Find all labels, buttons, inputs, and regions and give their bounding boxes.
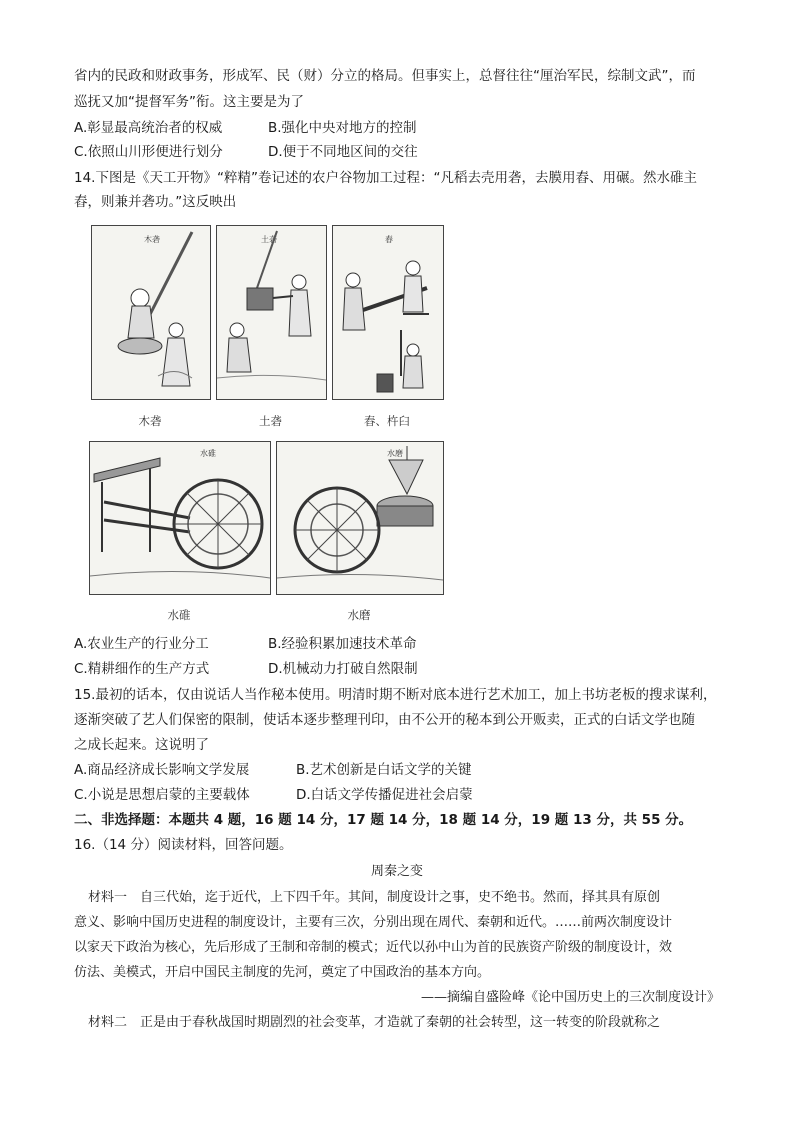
- figure-label-chong: 舂: [385, 235, 393, 244]
- q13-option-c: C.依照山川形便进行划分: [74, 144, 223, 160]
- q14-text-line-1: 14.下图是《天工开物》“粹精”卷记述的农户谷物加工过程：“凡稻去壳用砻，去膜用舂、用碾。然水碓主: [74, 170, 697, 186]
- q13-option-a: A.彰显最高统治者的权威: [74, 120, 223, 136]
- illustration-shui-dui: [89, 441, 271, 595]
- q15-option-d: D.白话文学传播促进社会启蒙: [296, 787, 473, 803]
- q16-material-1-line-1: 材料一 自三代始，迄于近代，上下四千年。其间，制度设计之事，史不绝书。然而，择其具有原创: [88, 890, 661, 905]
- q16-material-1-line-2: 意义、影响中国历史进程的制度设计，主要有三次，分别出现在周代、秦朝和近代。……前两次制度设计: [74, 915, 673, 930]
- q15-text-line-3: 之成长起来。这说明了: [74, 737, 209, 753]
- illustration-chong: [332, 225, 444, 400]
- caption-mu-long: 木砻: [138, 414, 162, 428]
- caption-shui-dui: 水碓: [167, 608, 191, 622]
- caption-shui-mo: 水磨: [347, 608, 371, 622]
- q13-option-b: B.强化中央对地方的控制: [268, 120, 417, 136]
- q13-option-d: D.便于不同地区间的交往: [268, 144, 418, 160]
- q14-option-a: A.农业生产的行业分工: [74, 636, 209, 652]
- q14-option-c: C.精耕细作的生产方式: [74, 661, 210, 677]
- q16-material-1-line-3: 以家天下政治为核心，先后形成了王制和帝制的模式；近代以孙中山为首的民族资产阶级的制度设计，效: [74, 940, 673, 955]
- q14-option-b: B.经验积累加速技术革命: [268, 636, 417, 652]
- figure-label-shui-mo: 水磨: [387, 449, 403, 458]
- q14-text-line-2: 舂，则兼并砻功。”这反映出: [74, 194, 237, 210]
- q13-text-line-2: 巡抚又加“提督军务”衔。这主要是为了: [74, 94, 304, 110]
- q15-option-b: B.艺术创新是白话文学的关键: [296, 762, 472, 778]
- q16-stem: 16.（14 分）阅读材料，回答问题。: [74, 837, 293, 853]
- illustration-mu-long: [91, 225, 211, 400]
- q15-option-a: A.商品经济成长影响文学发展: [74, 762, 250, 778]
- q14-option-d: D.机械动力打破自然限制: [268, 661, 418, 677]
- caption-chong: 舂、杵臼: [364, 414, 410, 428]
- q16-material-1-source: ——摘编自盛险峰《论中国历史上的三次制度设计》: [420, 990, 720, 1005]
- q15-text-line-2: 逐渐突破了艺人们保密的限制，使话本逐步整理刊印，由不公开的秘本到公开贩卖，正式的白话文学也随: [74, 712, 695, 728]
- figure-label-tu-long: 土砻: [261, 235, 277, 244]
- illustration-tu-long: [216, 225, 327, 400]
- q15-text-line-1: 15.最初的话本，仅由说话人当作秘本使用。明清时期不断对底本进行艺术加工，加上书坊老板的搜求谋利，: [74, 687, 717, 703]
- q16-material-title: 周秦之变: [370, 864, 423, 879]
- section-2-heading: 二、非选择题：本题共 4 题，16 题 14 分，17 题 14 分，18 题 14 分，19 题 13 分，共 55 分。: [74, 812, 693, 828]
- q16-material-1-line-4: 仿法、美模式，开启中国民主制度的先河，奠定了中国政治的基本方向。: [74, 965, 491, 980]
- figure-label-mu-long: 木砻: [144, 235, 160, 244]
- caption-tu-long: 土砻: [259, 414, 282, 428]
- q15-option-c: C.小说是思想启蒙的主要载体: [74, 787, 250, 803]
- q16-material-2-line-1: 材料二 正是由于春秋战国时期剧烈的社会变革，才造就了秦朝的社会转型，这一转变的阶段就称之: [88, 1015, 661, 1030]
- q13-text-line-1: 省内的民政和财政事务，形成军、民（财）分立的格局。但事实上，总督往往“厘治军民，综制文武”，而: [74, 68, 696, 84]
- figure-label-shui-dui: 水碓: [200, 449, 216, 458]
- illustration-shui-mo: [276, 441, 444, 595]
